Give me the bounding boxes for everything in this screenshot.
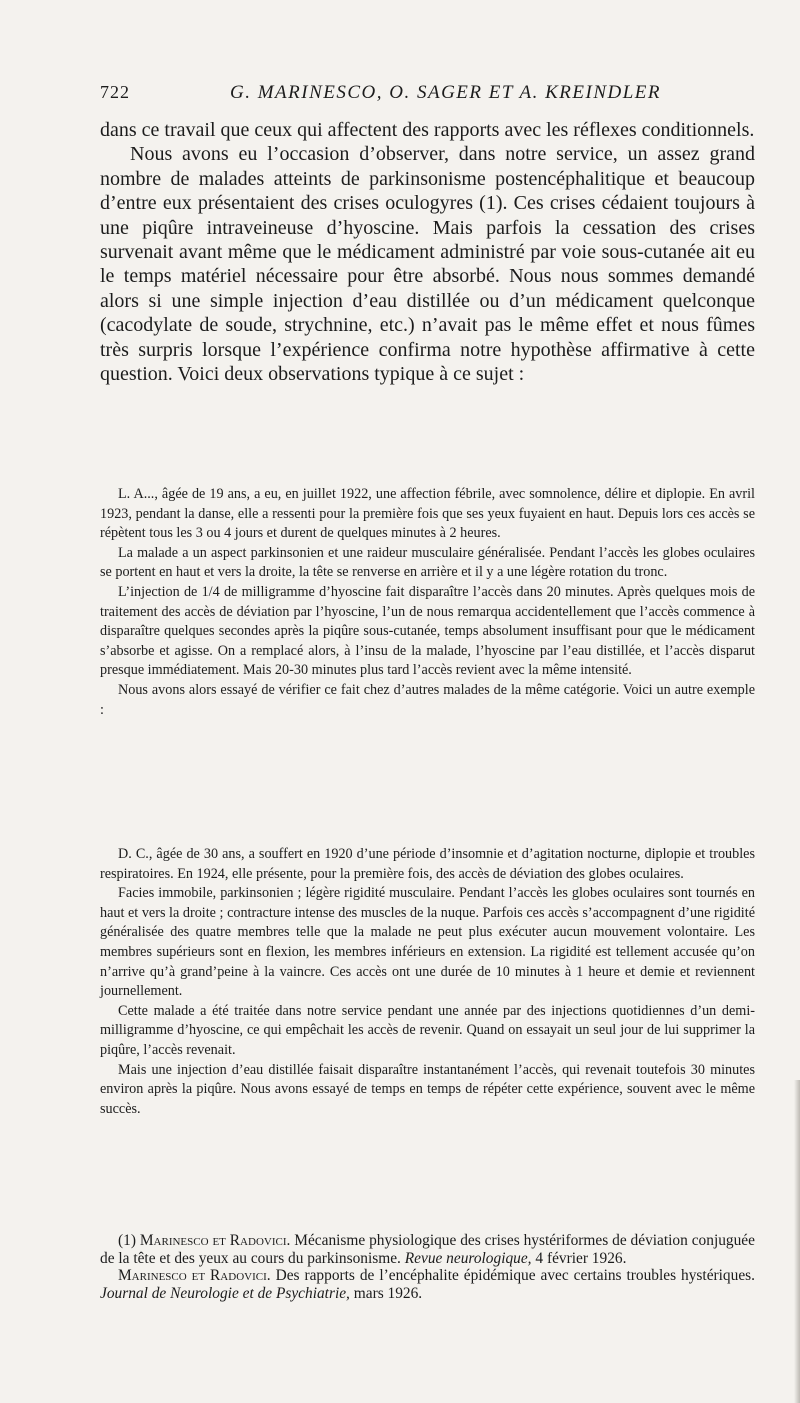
- case2-paragraph-1: D. C., âgée de 30 ans, a souffert en 1920 d’une période d’insomnie et d’agitation nocturne, diplopie et troubles respiratoires. En 1924, elle présente, pour la première fois, des accès de déviation des globes oculaires.: [100, 846, 755, 882]
- case1-paragraph-1: L. A..., âgée de 19 ans, a eu, en juillet 1922, une affection fébrile, avec somnolence, délire et diplopie. En avril 1923, pendant la danse, elle a ressenti pour la première fois que ses yeux fuyaient en haut. Depuis lors ces accès se répètent tous les 3 ou 4 jours et durent de quelques minutes à 2 heures.: [100, 486, 755, 542]
- footnote-2-date: mars 1926.: [353, 1284, 423, 1302]
- footnote-1: [100, 1232, 755, 1267]
- case2-paragraph-3: Cette malade a été traitée dans notre service pendant une année par des injections quotidiennes d’un demi-milligramme d’hyoscine, ce qui empêchait les accès de revenir. Quand on essayait un seul jour de lui supprimer la piqûre, l’accès revenait.: [100, 1002, 755, 1058]
- case2-paragraph-2: Facies immobile, parkinsonien ; légère rigidité musculaire. Pendant l’accès les globes oculaires sont tournés en haut et vers la droite ; contracture intense des muscles de la nuque. Parfois ces accès s’accompagnent d’une rigidité généralisée des quatre membres telle que la malade ne peut plus exécuter aucun mouvement volontaire. Les membres supérieurs sont en flexion, les membres inférieurs en extension. La rigidité est tellement accusée qu’on n’arrive qu’à grand’peine à la vaincre. Ces accès ont une durée de 10 minutes à 1 heure et demie et reviennent journellement.: [100, 885, 755, 1000]
- footnote-1-date: 4 février 1926.: [535, 1249, 627, 1267]
- footnote-1-title: Mécanisme physiologique des crises hystériformes de déviation conjuguée de la tête et des yeux au cours du parkinsonisme.: [100, 1232, 755, 1267]
- footnotes: [100, 1232, 755, 1302]
- footnote-2-title: Des rapports de l’encéphalite épidémique avec certains troubles hystériques.: [275, 1267, 755, 1284]
- footnote-1-authors: Marinesco et Radovici.: [139, 1232, 291, 1249]
- page-edge-shadow: [794, 1080, 800, 1403]
- case1-paragraph-3: L’injection de 1/4 de milligramme d’hyoscine fait disparaître l’accès dans 20 minutes. Après quelques mois de traitement des accès de déviation par l’hyoscine, l’un de nous remarqua accidentellement que l’accès commence à disparaître quelques secondes après la piqûre sous-cutanée, temps absolument insuffisant pour que le médicament s’absorbe et agisse. On a remplacé alors, à l’insu de la malade, l’hyoscine par l’eau distillée, et l’accès disparut presque immédiatement. Mais 20-30 minutes plus tard l’accès revient avec la même intensité.: [100, 583, 755, 679]
- main-paragraph-1: dans ce travail que ceux qui affectent des rapports avec les réflexes conditionnels.: [100, 119, 755, 141]
- footnote-marker: (1): [118, 1232, 136, 1249]
- case1-paragraph-2: La malade a un aspect parkinsonien et une raideur musculaire généralisée. Pendant l’accès les globes oculaires se portent en haut et vers la droite, la tête se renverse en arrière et il y a une légère rotation du tronc.: [100, 544, 755, 581]
- footnote-2: [100, 1267, 755, 1302]
- page-number: 722: [100, 82, 130, 102]
- case-report-2: [100, 845, 755, 1119]
- page-header: [100, 82, 700, 110]
- footnote-1-journal: Revue neurologique,: [404, 1249, 532, 1267]
- case1-paragraph-4: Nous avons alors essayé de vérifier ce fait chez d’autres malades de la même catégorie. Voici un autre exemple :: [100, 681, 755, 718]
- case-report-1: [100, 485, 755, 720]
- case2-paragraph-4: Mais une injection d’eau distillée faisait disparaître instantanément l’accès, qui revenait toutefois 30 minutes environ après la piqûre. Nous avons essayé de temps en temps de répéter cette expérience, souvent avec le même succès.: [100, 1061, 755, 1117]
- main-text: [100, 118, 755, 386]
- footnote-2-authors: Marinesco et Radovici.: [118, 1267, 271, 1284]
- footnote-2-journal: Journal de Neurologie et de Psychiatrie,: [100, 1284, 350, 1302]
- main-paragraph-2: Nous avons eu l’occasion d’observer, dans notre service, un assez grand nombre de malades atteints de parkinsonisme postencéphalitique et beaucoup d’entre eux présentaient des crises oculogyres (1). Ces crises cédaient toujours à une piqûre intraveineuse d’hyoscine. Mais parfois la cessation des crises survenait avant même que le médicament administré par voie sous-cutanée ait eu le temps matériel nécessaire pour être absorbé. Nous nous sommes demandé alors si une simple injection d’eau distillée ou d’un médicament quelconque (cacodylate de soude, strychnine, etc.) n’avait pas le même effet et nous fûmes très surpris lorsque l’expérience confirma notre hypothèse affirmative à cette question. Voici deux observations typique à ce sujet :: [100, 143, 755, 386]
- running-title: G. MARINESCO, O. SAGER ET A. KREINDLER: [230, 82, 661, 103]
